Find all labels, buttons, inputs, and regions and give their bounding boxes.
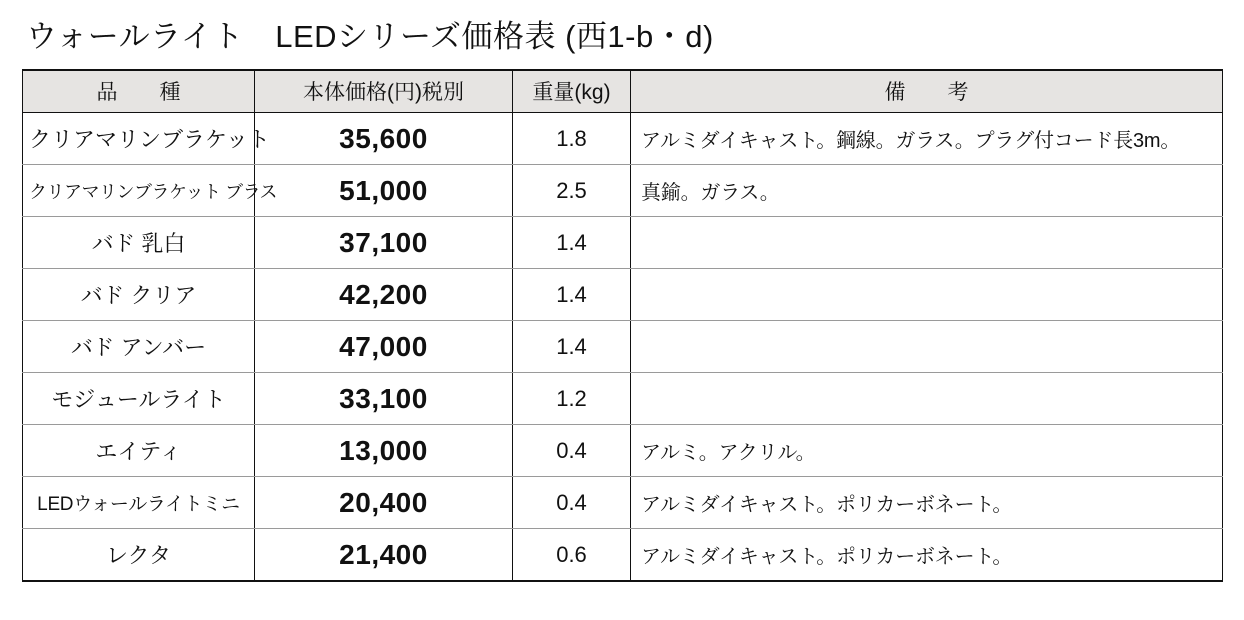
price-table xyxy=(22,69,1223,582)
cell-weight: 1.2 xyxy=(513,373,631,425)
cell-product-name: クリアマリンブラケット xyxy=(23,113,255,165)
table-row xyxy=(23,373,1223,425)
cell-note: アルミダイキャスト。ポリカーボネート。 xyxy=(631,477,1223,529)
column-header-note: 備 考 xyxy=(631,70,1223,113)
table-row xyxy=(23,269,1223,321)
column-header-weight: 重量(kg) xyxy=(513,70,631,113)
cell-price: 37,100 xyxy=(255,217,513,269)
cell-product-name: モジュールライト xyxy=(23,373,255,425)
cell-product-name: エイティ xyxy=(23,425,255,477)
cell-price: 21,400 xyxy=(255,529,513,582)
column-header-price: 本体価格(円)税別 xyxy=(255,70,513,113)
cell-weight: 1.4 xyxy=(513,269,631,321)
table-header xyxy=(23,70,1223,113)
cell-note: アルミダイキャスト。鋼線。ガラス。プラグ付コード長3m。 xyxy=(631,113,1223,165)
cell-note xyxy=(631,321,1223,373)
cell-weight: 0.6 xyxy=(513,529,631,582)
cell-price: 33,100 xyxy=(255,373,513,425)
cell-price: 47,000 xyxy=(255,321,513,373)
cell-product-name: レクタ xyxy=(23,529,255,582)
table-row xyxy=(23,425,1223,477)
cell-product-name: バド クリア xyxy=(23,269,255,321)
cell-note xyxy=(631,217,1223,269)
page-title: ウォールライト LEDシリーズ価格表 (西1-b・d) xyxy=(26,19,714,54)
cell-price: 42,200 xyxy=(255,269,513,321)
cell-note xyxy=(631,373,1223,425)
table-row xyxy=(23,477,1223,529)
cell-weight: 1.8 xyxy=(513,113,631,165)
table-header-row xyxy=(23,70,1223,113)
cell-weight: 1.4 xyxy=(513,217,631,269)
cell-weight: 0.4 xyxy=(513,477,631,529)
cell-price: 20,400 xyxy=(255,477,513,529)
table-body xyxy=(23,113,1223,582)
cell-weight: 2.5 xyxy=(513,165,631,217)
table-row xyxy=(23,321,1223,373)
cell-price: 51,000 xyxy=(255,165,513,217)
table-row xyxy=(23,217,1223,269)
cell-price: 13,000 xyxy=(255,425,513,477)
table-row xyxy=(23,165,1223,217)
cell-product-name: バド 乳白 xyxy=(23,217,255,269)
cell-weight: 1.4 xyxy=(513,321,631,373)
cell-price: 35,600 xyxy=(255,113,513,165)
cell-note: アルミダイキャスト。ポリカーボネート。 xyxy=(631,529,1223,582)
cell-product-name: クリアマリンブラケット ブラス xyxy=(23,165,255,217)
table-row xyxy=(23,529,1223,582)
cell-note xyxy=(631,269,1223,321)
cell-product-name: LEDウォールライトミニ xyxy=(23,477,255,529)
cell-product-name: バド アンバー xyxy=(23,321,255,373)
cell-weight: 0.4 xyxy=(513,425,631,477)
column-header-name: 品 種 xyxy=(23,70,255,113)
cell-note: 真鍮。ガラス。 xyxy=(631,165,1223,217)
table-row xyxy=(23,113,1223,165)
cell-note: アルミ。アクリル。 xyxy=(631,425,1223,477)
